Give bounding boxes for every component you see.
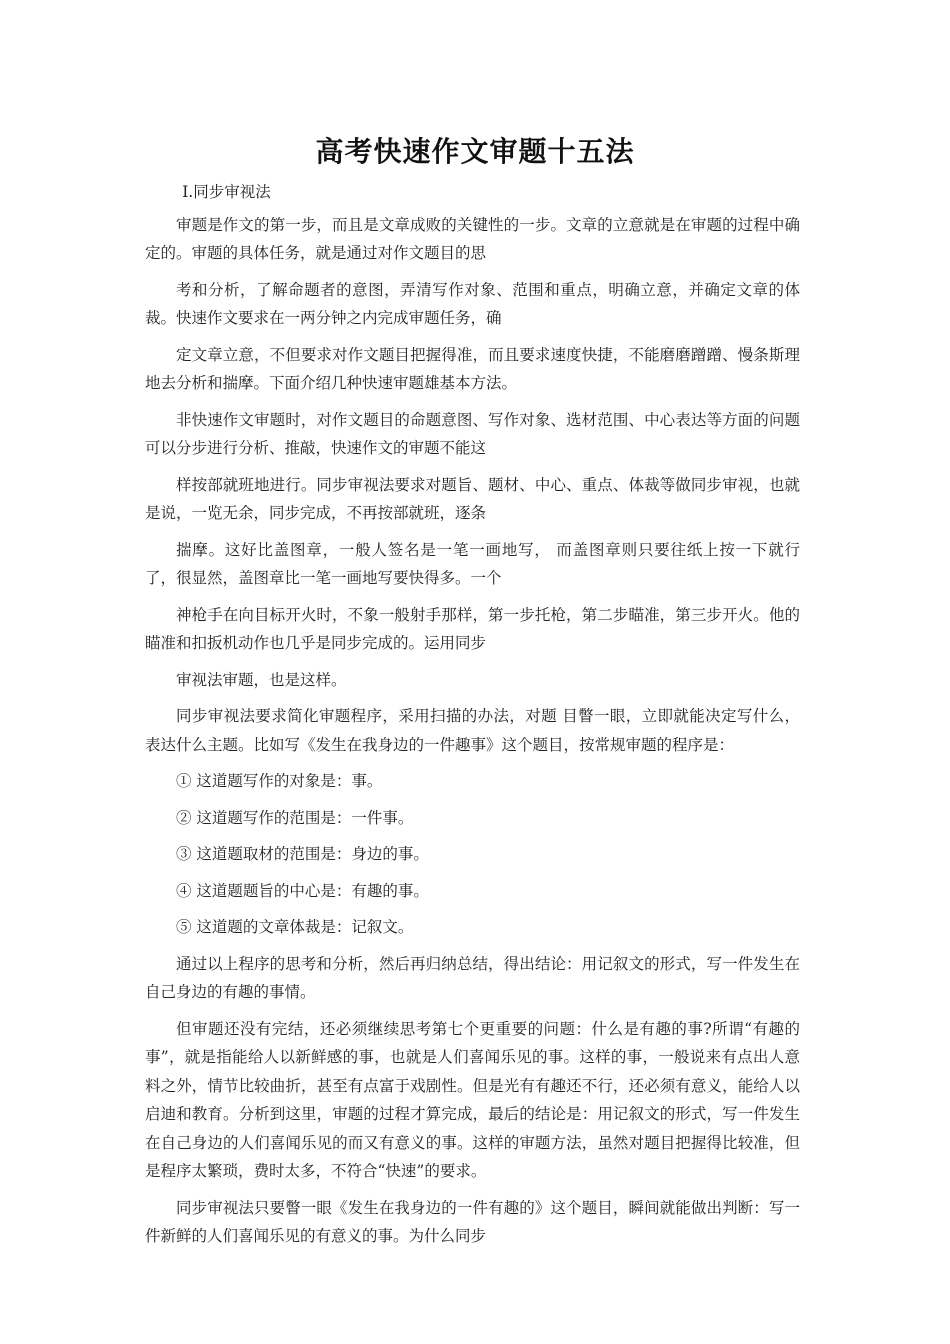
paragraph: 同步审视法要求简化审题程序，采用扫描的办法，对题 目瞥一眼，立即就能决定写什么，表达什么主题。比如写《发生在我身边的一件趣事》这个题目，按常规审题的程序是： xyxy=(145,707,800,754)
paragraph: 同步审视法只要瞥一眼《发生在我身边的一件有趣的》这个题目，瞬间就能做出判断：写一件新鲜的人们喜闻乐见的有意义的事。为什么同步 xyxy=(145,1198,800,1245)
paragraph: 审题是作文的第一步，而且是文章成败的关键性的一步。文章的立意就是在审题的过程中确定的。审题的具体任务，就是通过对作文题目的思 xyxy=(145,215,800,262)
paragraph: 揣摩。这好比盖图章，一般人签名是一笔一画地写， 而盖图章则只要往纸上按一下就行了，很显然，盖图章比一笔一画地写要快得多。一个 xyxy=(145,540,800,587)
list-item: ③ 这道题取材的范围是：身边的事。 xyxy=(176,845,429,863)
paragraph: 考和分析，了解命题者的意图，弄清写作对象、范围和重点，明确立意，并确定文章的体裁。快速作文要求在一两分钟之内完成审题任务，确 xyxy=(145,280,800,327)
paragraph: 通过以上程序的思考和分析，然后再归纳总结，得出结论：用记叙文的形式，写一件发生在自己身边的有趣的事情。 xyxy=(145,954,800,1001)
paragraph: 定文章立意，不但要求对作文题目把握得准，而且要求速度快捷，不能磨磨蹭蹭、慢条斯理地去分析和揣摩。下面介绍几种快速审题雄基本方法。 xyxy=(145,345,800,392)
paragraph: 神枪手在向目标开火时，不象一般射手那样，第一步托枪，第二步瞄准，第三步开火。他的瞄准和扣扳机动作也几乎是同步完成的。运用同步 xyxy=(145,605,800,652)
list-item: ② 这道题写作的范围是：一件事。 xyxy=(176,808,414,827)
list-item: ① 这道题写作的对象是：事。 xyxy=(176,772,383,790)
list-item: ④ 这道题题旨的中心是：有趣的事。 xyxy=(176,881,429,900)
paragraph: 非快速作文审题时，对作文题目的命题意图、写作对象、选材范围、中心表达等方面的问题可以分步进行分析、推敲，快速作文的审题不能这 xyxy=(145,410,800,457)
section-heading: Ⅰ.同步审视法 xyxy=(182,183,271,201)
document-title: 高考快速作文审题十五法 xyxy=(315,135,635,168)
list-item: ⑤ 这道题的文章体裁是：记叙文。 xyxy=(176,918,414,936)
document-body xyxy=(145,178,800,1259)
paragraph: 审视法审题，也是这样。 xyxy=(176,670,347,689)
paragraph: 样按部就班地进行。同步审视法要求对题旨、题材、中心、重点、体裁等做同步审视，也就是说，一览无余，同步完成，不再按部就班，逐条 xyxy=(145,475,800,522)
paragraph: 但审题还没有完结，还必须继续思考第七个更重要的问题：什么是有趣的事?所谓“有趣的事”，就是指能给人以新鲜感的事，也就是人们喜闻乐见的事。这样的事，一般说来有点出人意料之外，情节比较曲折，甚至有点富于戏剧性。但是光有有趣还不行，还必须有意义，能给人以启迪和教育。分析到这里，审题的过程才算完成，最后的结论是：用记叙文的形式，写一件发生在自己身边的人们喜闻乐见的而又有意义的事。这样的审题方法，虽然对题目把握得比较准，但是程序太繁琐，费时太多，不符合“快速”的要求。 xyxy=(145,1019,800,1180)
